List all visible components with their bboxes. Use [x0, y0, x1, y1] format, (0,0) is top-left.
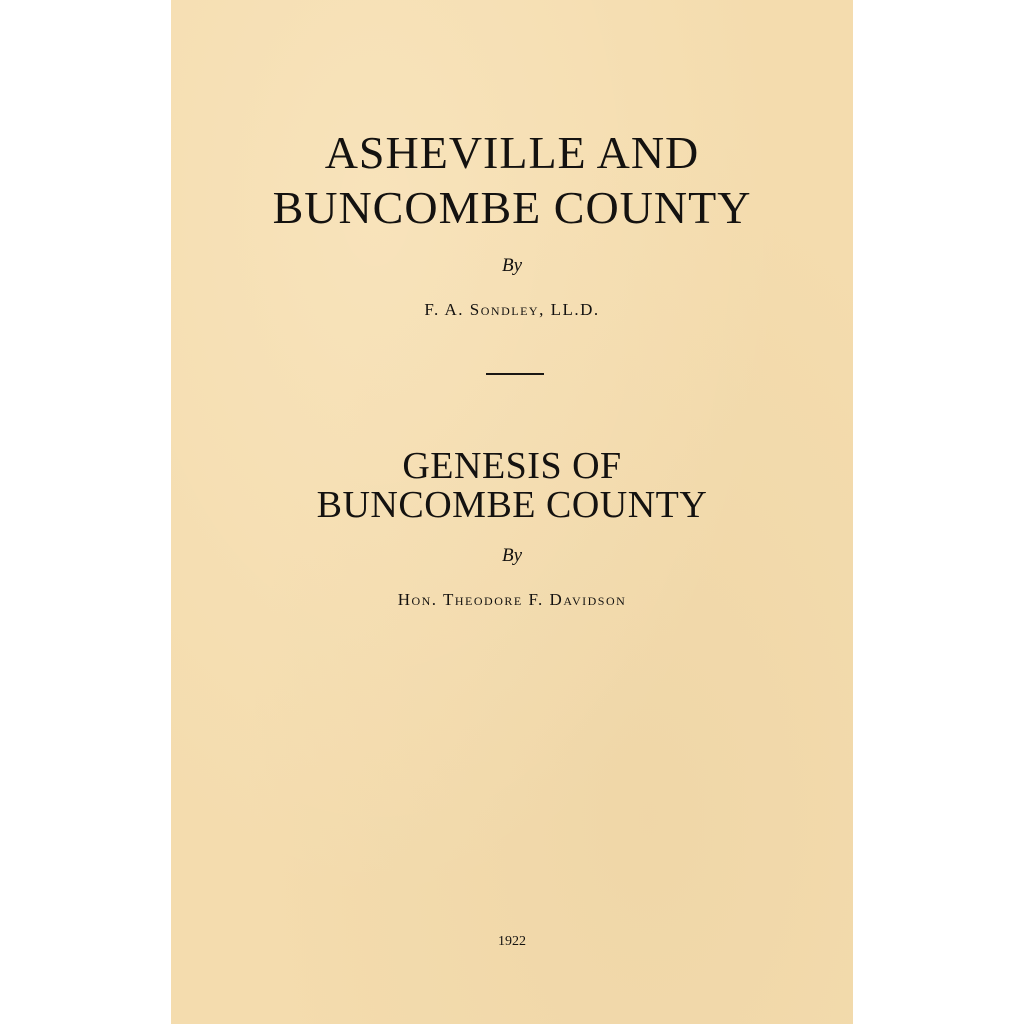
title-page [171, 0, 853, 1024]
byline-1: By [501, 255, 523, 276]
publication-year: 1922 [498, 934, 526, 949]
author-1: F. A. Sondley, LL.D. [424, 300, 600, 319]
title-2-line-1: GENESIS OF [402, 445, 622, 487]
divider-rule [486, 373, 544, 375]
title-1-line-2: BUNCOMBE COUNTY [272, 182, 752, 233]
title-1-line-1: ASHEVILLE AND [324, 127, 700, 178]
author-2: Hon. Theodore F. Davidson [397, 590, 627, 609]
byline-2: By [501, 545, 523, 566]
title-2-line-2: BUNCOMBE COUNTY [316, 484, 708, 526]
